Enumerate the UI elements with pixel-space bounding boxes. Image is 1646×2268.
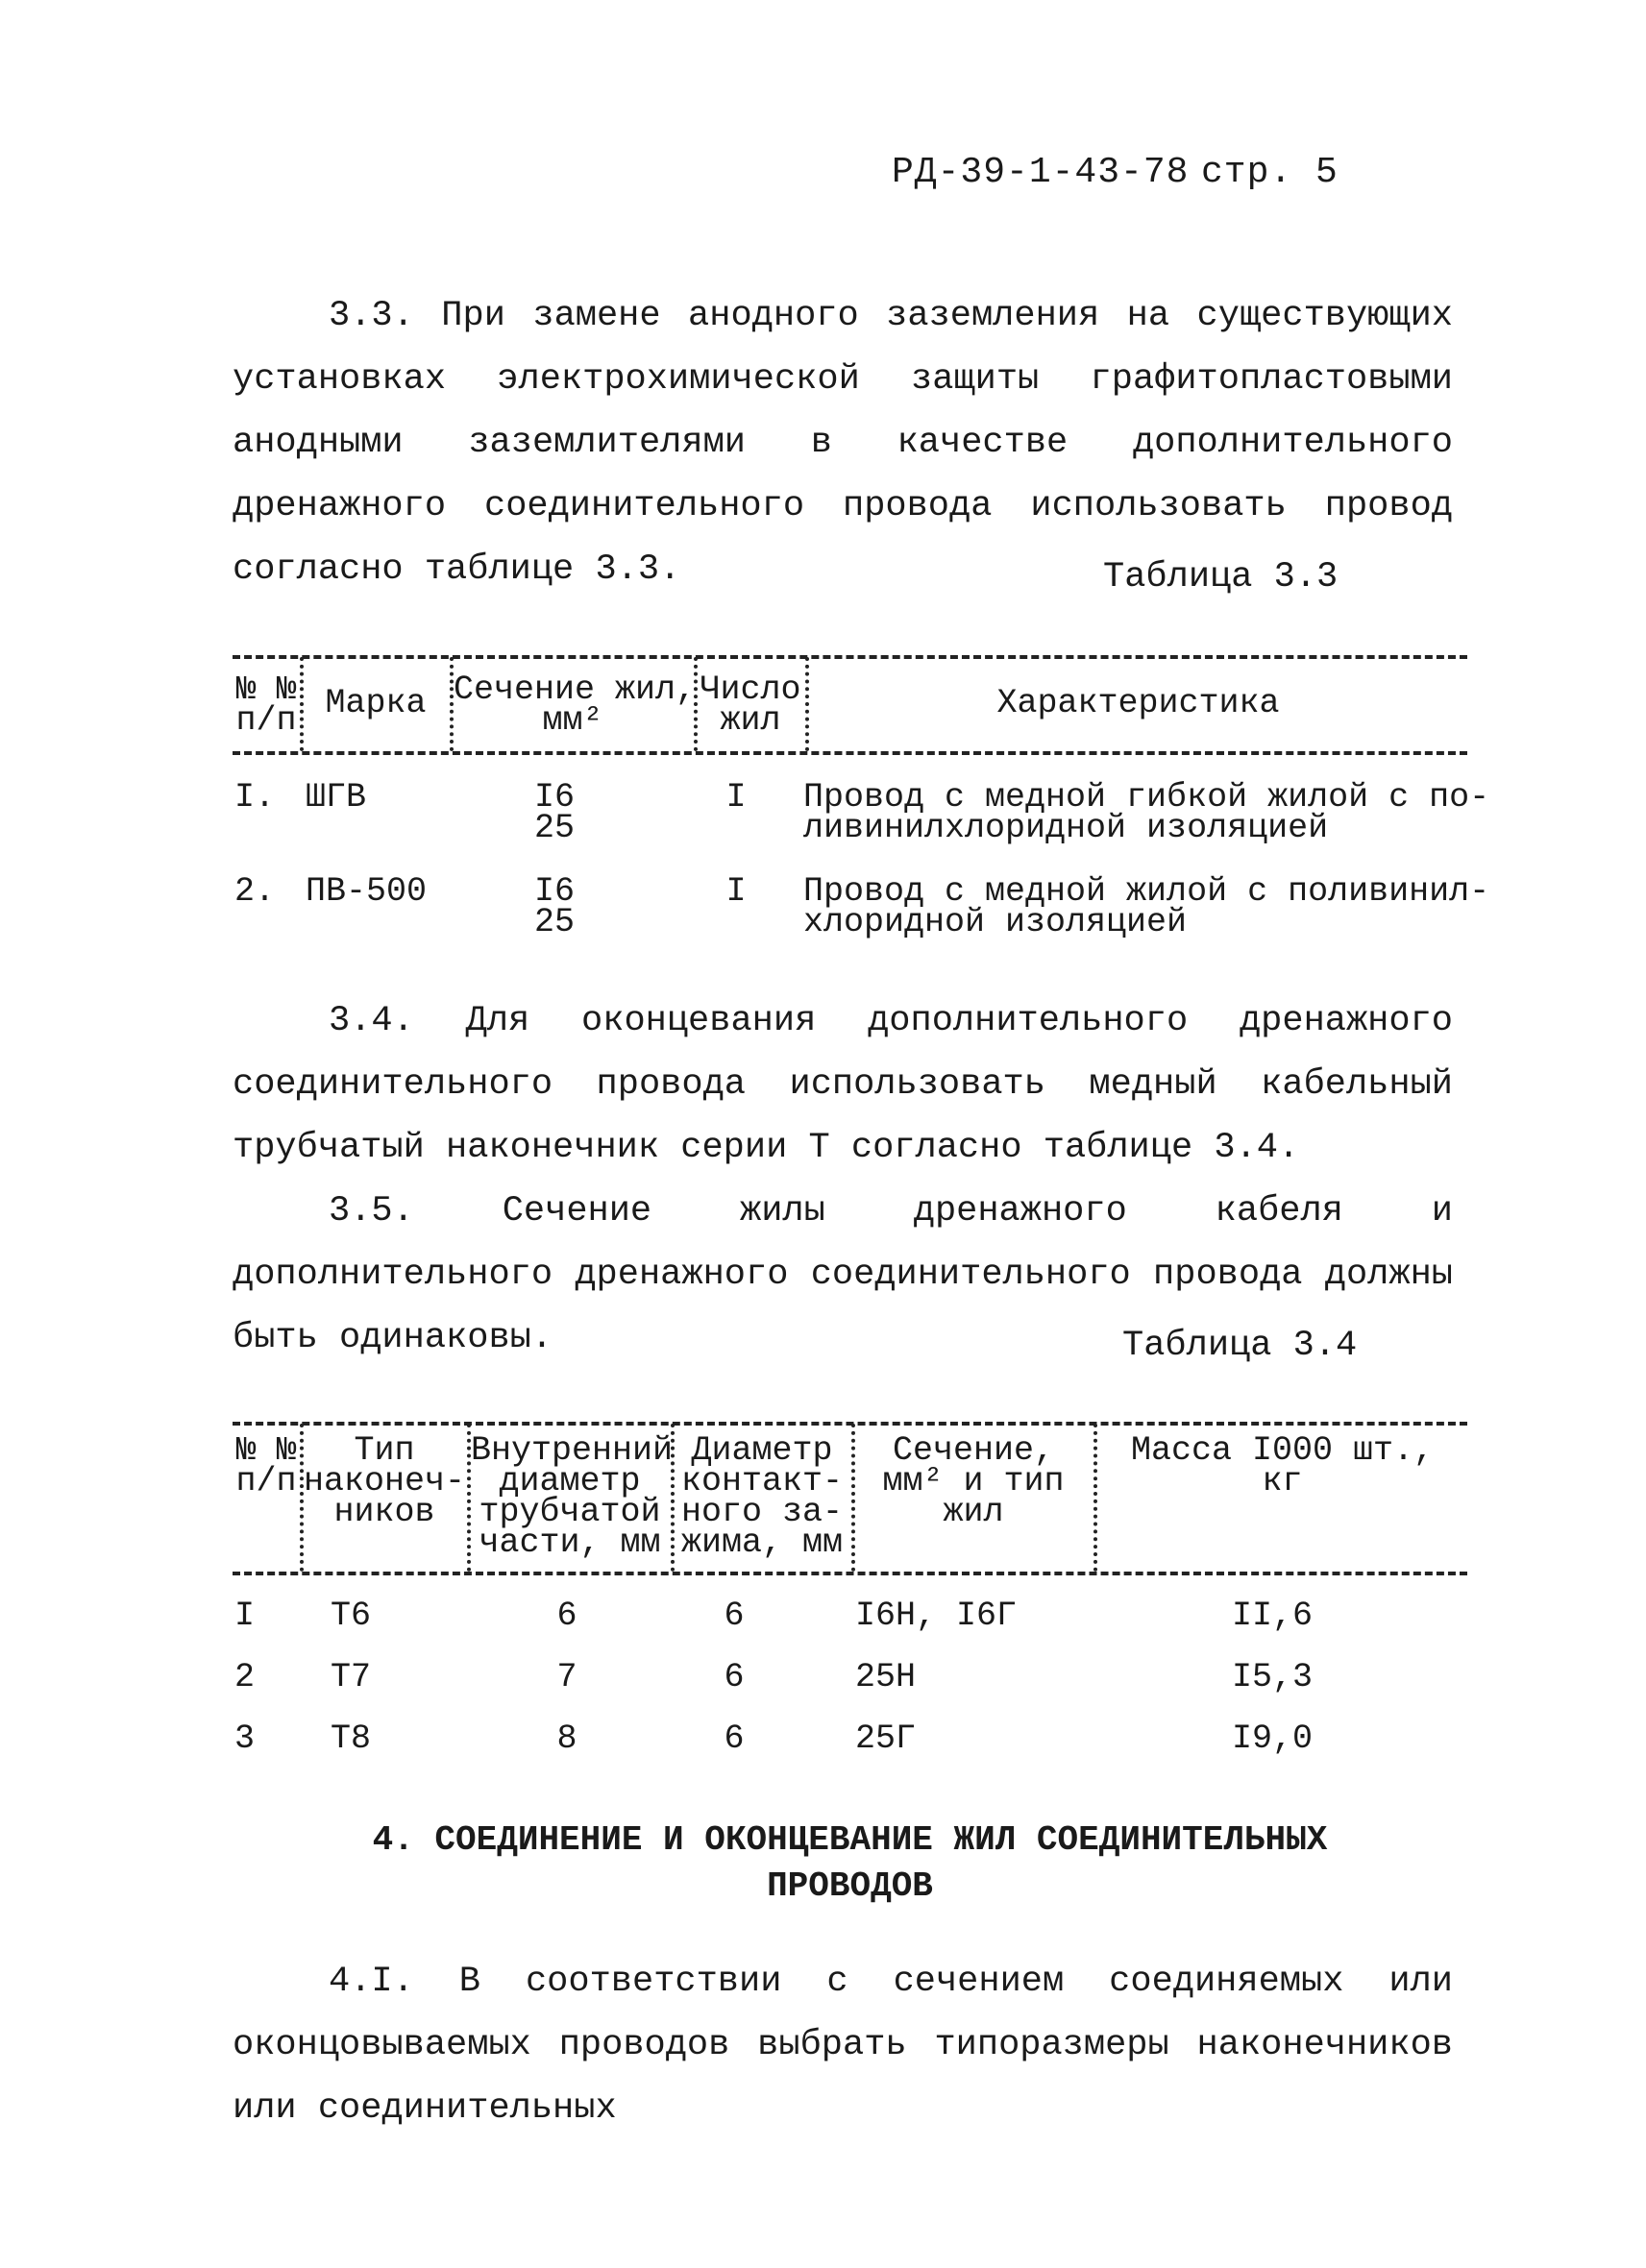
table-3-4-row2-mass: I5,3 (1232, 1658, 1314, 1696)
table-3-3-row1-char: Провод с медной гибкой жилой с по- ливинилхлоридной изоляцией (803, 778, 1490, 847)
table-3-3-row1-num: I. (234, 778, 276, 817)
table-3-3-row2-num: 2. (234, 872, 276, 911)
section-4-heading (233, 1817, 1467, 1910)
table-3-3-header-rule (233, 751, 1467, 755)
paragraph-4-1 (233, 1950, 1453, 2140)
table-3-4-header-type: Тип наконеч- ников (303, 1431, 466, 1531)
table-3-4-row3-num: 3 (234, 1719, 256, 1758)
table-3-3-header-mark: Марка (325, 684, 427, 722)
table-3-3-header-num: № № п/п (235, 671, 297, 740)
table-3-4-row3-section: 25Г (855, 1719, 917, 1758)
table-3-3-header-count: Число жил (700, 671, 801, 740)
table-3-4-row1-inner: 6 (556, 1597, 577, 1635)
paragraph-3-4 (233, 989, 1453, 1180)
table-3-4-row3-diam: 6 (724, 1719, 745, 1758)
table-3-4-row3-type: Т8 (331, 1719, 372, 1758)
table-3-3-caption: Таблица 3.3 (1103, 557, 1339, 597)
table-3-3-row1-section: I6 25 (533, 778, 575, 847)
doc-code: РД-39-1-43-78 (892, 152, 1190, 193)
table-3-4-row3-mass: I9,0 (1232, 1719, 1314, 1758)
table-3-4-header-num: № № п/п (235, 1431, 297, 1500)
page-number: стр. 5 (1201, 152, 1339, 193)
paragraph-3-3 (233, 284, 1453, 601)
table-3-3-row2-mark: ПВ-500 (306, 872, 428, 911)
paragraph-3-3-text: 3.3. При замене анодного заземления на существующих установках электрохимической защиты графитопластовыми анодными заземлителями в качестве дополнительного дренажного соединительного провода использовать провод согласно таблице 3.3. (233, 296, 1453, 590)
table-3-3-top-rule (233, 655, 1467, 659)
table-3-3-row2-char: Провод с медной жилой с поливинил- хлоридной изоляцией (803, 872, 1490, 941)
table-3-3-row2-count: I (725, 872, 747, 911)
table-3-4-header-diam: Диаметр контакт- ного за- жима, мм (680, 1431, 844, 1562)
table-3-4-row3-inner: 8 (556, 1719, 577, 1758)
table-3-3-row1-count: I (725, 778, 747, 817)
table-3-3-row2-section: I6 25 (533, 872, 575, 941)
table-3-4-row1-num: I (234, 1597, 256, 1635)
table-3-4-header-rule (233, 1572, 1467, 1575)
table-3-4-row1-mass: II,6 (1232, 1597, 1314, 1635)
section-4-heading-line2: ПРОВОДОВ (767, 1866, 933, 1906)
table-3-4-caption: Таблица 3.4 (1122, 1326, 1358, 1366)
table-3-3-row1-mark: ШГВ (306, 778, 367, 817)
table-3-3-header-section: Сечение жил, мм² (454, 671, 697, 740)
table-3-4-top-rule (233, 1422, 1467, 1426)
table-3-3-header-char: Характеристика (996, 684, 1280, 722)
table-3-4-row1-type: Т6 (331, 1597, 372, 1635)
table-3-4-header-mass: Масса I000 шт., кг (1130, 1431, 1435, 1500)
table-3-4-row2-type: Т7 (331, 1658, 372, 1696)
table-3-4-header-section: Сечение, мм² и тип жил (882, 1431, 1065, 1531)
table-3-4-row2-inner: 7 (556, 1658, 577, 1696)
table-3-4-row1-diam: 6 (724, 1597, 745, 1635)
paragraph-4-1-text: 4.I. В соответствии с сечением соединяемых или оконцовываемых проводов выбрать типоразмеры наконечников или соединительных (233, 1962, 1453, 2129)
table-3-4-row1-section: I6Н, I6Г (855, 1597, 1018, 1635)
table-3-4-row2-diam: 6 (724, 1658, 745, 1696)
paragraph-3-5-text: 3.5. Сечение жилы дренажного кабеля и дополнительного дренажного соединительного провода должны быть одинаковы. (233, 1191, 1453, 1358)
section-4-heading-line1: 4. СОЕДИНЕНИЕ И ОКОНЦЕВАНИЕ ЖИЛ СОЕДИНИТЕЛЬНЫХ (372, 1820, 1328, 1860)
paragraph-3-4-text: 3.4. Для оконцевания дополнительного дренажного соединительного провода использовать медный кабельный трубчатый наконечник серии Т согласно таблице 3.4. (233, 1001, 1453, 1168)
table-3-4-header-inner: Внутренний диаметр трубчатой части, мм (471, 1431, 674, 1562)
table-3-4-row2-section: 25Н (855, 1658, 917, 1696)
table-3-4-row2-num: 2 (234, 1658, 256, 1696)
